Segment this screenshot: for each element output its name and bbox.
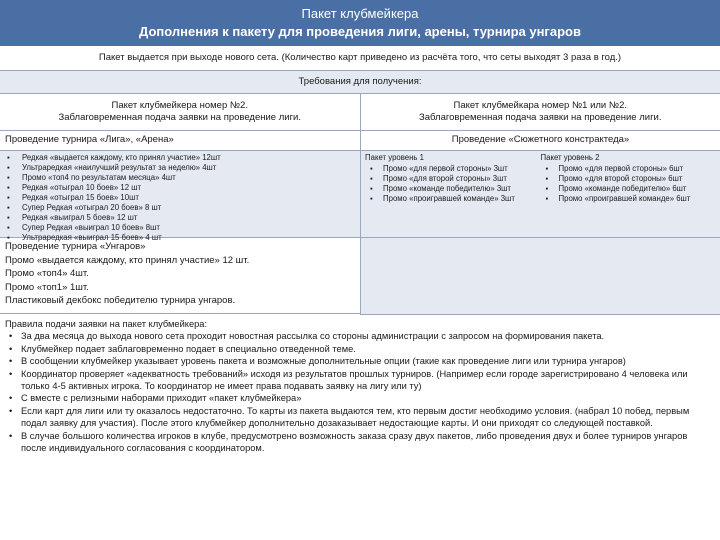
story-level-list: [365, 164, 541, 204]
ungar-line: Промо «топ4» 4шт.: [5, 268, 89, 280]
list-item: ▪ Супер Редкая «выиграл 10 боев» 8шт: [22, 223, 360, 233]
list-item: ▪ Редкая «отыграл 10 боев» 12 шт: [22, 183, 360, 193]
list-item: ▪ Промо «для второй стороны» 3шт: [383, 174, 541, 184]
list-item: ▪ Промо «для первой стороны» 6шт: [559, 164, 717, 174]
page-header: [0, 0, 720, 46]
page-subtitle: Дополнения к пакету для проведения лиги, арены, турнира унгаров: [139, 24, 581, 39]
ungar-line: Пластиковый декбокс победителю турнира унгаров.: [5, 295, 236, 307]
list-item: ▪ Редкая «выдается каждому, кто принял участие» 12шт: [22, 153, 360, 163]
package-requirement-left: [0, 94, 361, 130]
right-column: [361, 131, 720, 315]
league-title: Проведение турнира «Лига», «Арена»: [0, 131, 360, 151]
issue-note: [0, 46, 720, 71]
rules-section: [0, 315, 720, 457]
list-item: ▪ Промо «для второй стороны» 6шт: [559, 174, 717, 184]
list-item: ▪ Промо «для первой стороны» 3шт: [383, 164, 541, 174]
package-requirements-row: [0, 94, 720, 131]
list-item: ▪ Супер Редкая «отыграл 20 боев» 8 шт: [22, 203, 360, 213]
story-level-name: Пакет уровень 2: [540, 153, 600, 162]
page-title: Пакет клубмейкера: [301, 6, 419, 22]
list-item: ▪ Ультраредкая «наилучший результат за неделю» 4шт: [22, 163, 360, 173]
list-item: • Клубмейкер подает заблаговременно подает в специально отведенной теме.: [21, 343, 715, 355]
story-section: [361, 131, 720, 238]
list-item: ▪ Редкая «отыграл 15 боев» 10шт: [22, 193, 360, 203]
ungar-line: Промо «выдается каждому, кто принял участие» 12 шт.: [5, 254, 250, 266]
package-requirement-line: Заблаговременная подача заявки на проведение лиги.: [58, 112, 301, 123]
list-item: ▪ Промо «проигравшей команде» 6шт: [559, 194, 717, 204]
list-item: ▪ Промо «топ4 по результатам месяца» 4шт: [22, 173, 360, 183]
league-section: [0, 131, 360, 242]
list-item: • В сообщении клубмейкер указывает уровень пакета и возможные дополнительные опции (такие как проведение лиги или турнира унгаров): [21, 355, 715, 367]
list-item: ▪ Промо «проигравшей команде» 3шт: [383, 194, 541, 204]
package-requirement-line: Пакет клубмейкара номер №1 или №2.: [453, 99, 627, 111]
rules-list: [5, 330, 715, 454]
ungar-title: Проведение турнира «Унгаров»: [5, 241, 146, 252]
story-level-name: Пакет уровень 1: [365, 153, 424, 162]
issue-note-text: Пакет выдается при выходе нового сета. (Количество карт приведено из расчёта того, что сеты выходят 3 раза в год.): [98, 52, 622, 64]
requirements-bar: [0, 71, 720, 94]
list-item: ▪ Промо «команде победителю» 3шт: [383, 184, 541, 194]
story-level-2: [541, 153, 717, 204]
list-item: • В случае большого количества игроков в клубе, предусмотрено возможность заказа сразу двух пакетов, либо проведения двух и более турниров унгаров после индивидуального согласования с координатором.: [21, 430, 715, 455]
ungar-section: [0, 238, 360, 314]
content-grid: [0, 131, 720, 315]
list-item: • Если карт для лиги или ту оказалось недостаточно. То карты из пакета выдаются тем, кто первым достиг необходимо условия. (набрал 10 побед, первым подал заявку для участия). После этого клубмейкер дополнительно дозаказывает недостающие карты. И они приходят со следующей поставкой.: [21, 405, 715, 430]
list-item: • Координатор проверяет «адекватность требований» исходя из результатов прошлых турниров. (Например если городе зарегистрировано 4 человека или только 4-5 активных игрока. То координатор не имеет права подавать заявку на лигу или ту): [21, 368, 715, 393]
list-item: • За два месяца до выхода нового сета проходит новостная рассылка со стороны администрации с запросом на формирования пакета.: [21, 330, 715, 342]
list-item: ▪ Редкая «выиграл 5 боев» 12 шт: [22, 213, 360, 223]
package-requirement-line: Пакет клубмейкера номер №2.: [111, 99, 248, 111]
package-requirement-right: [361, 94, 720, 130]
league-list: [0, 153, 360, 243]
story-level-1: [365, 153, 541, 204]
list-item: ▪ Ультраредкая «выиграл 15 боев» 4 шт: [22, 233, 360, 243]
ungar-line: Промо «топ1» 1шт.: [5, 281, 89, 293]
rules-title: Правила подачи заявки на пакет клубмейкера:: [5, 319, 208, 329]
package-requirement-line: Заблаговременная подача заявки на проведение лиги.: [419, 112, 662, 123]
story-level-list: [541, 164, 717, 204]
empty-cell: [361, 238, 720, 315]
list-item: ▪ Промо «команде победителю» 6шт: [559, 184, 717, 194]
story-title: Проведение «Сюжетного констрактеда»: [361, 131, 720, 151]
list-item: • С вместе с релизными наборами приходит «пакет клубмейкера»: [21, 392, 715, 404]
left-column: [0, 131, 361, 315]
story-levels: [361, 151, 720, 206]
requirements-title: Требования для получения:: [298, 76, 422, 88]
